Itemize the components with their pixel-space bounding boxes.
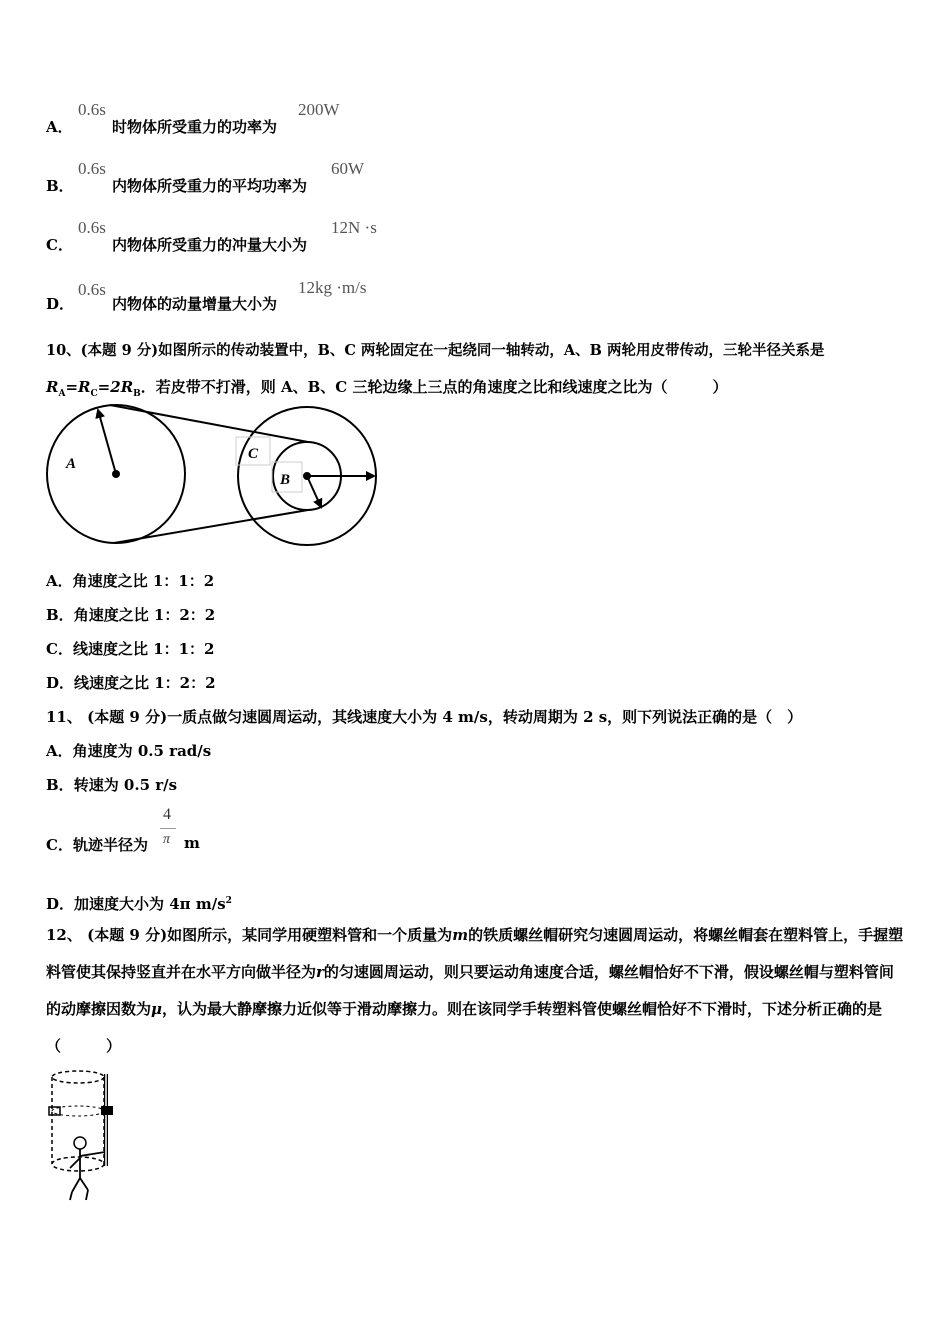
q11-option-a (46, 740, 211, 761)
q12-part3: 的匀速圆周运动，则只要运动角速度合适，螺丝帽恰好不下滑，假设螺丝帽与塑料管间的动摩擦因数为 (46, 963, 894, 1018)
answer-value: 12kg ·m/s (298, 278, 367, 297)
radius-symbol: r (316, 963, 324, 981)
option-text: 线速度之比 1：1：2 (72, 640, 215, 658)
option-text: 加速度大小为 4π m/s (74, 895, 226, 913)
q12-part2: 的铁质螺丝帽研究匀速圆周运动，将螺丝帽套在塑料管上，手握塑料管使其保持竖直并在水平方向做半径为 (46, 926, 904, 981)
option-label: D． (46, 295, 75, 313)
option-text: 线速度之比 1：2：2 (74, 674, 216, 692)
option-text: 时物体所受重力的功率为 (112, 118, 278, 136)
fraction-numerator: 4 (163, 806, 171, 823)
answer-value: 60W (331, 159, 365, 178)
time-value: 0.6s (78, 100, 106, 119)
fraction-bar (160, 828, 176, 829)
q11-option-d (46, 893, 232, 914)
radius-c-sub: C (90, 389, 98, 399)
option-text: 内物体的动量增量大小为 (112, 295, 278, 313)
option-label: A． (46, 572, 73, 590)
q10-option-d (46, 672, 216, 693)
mu-symbol: μ (151, 1000, 162, 1018)
option-text: 轨迹半径为 (72, 836, 148, 854)
q12-part1: 12、 (本题 9 分)如图所示，某同学用硬塑料管和一个质量为 (46, 926, 453, 944)
option-label: D． (46, 895, 75, 913)
q11-option-b (46, 774, 177, 795)
time-value: 0.6s (78, 218, 106, 237)
unit: m (184, 834, 200, 852)
option-label: D． (46, 674, 75, 692)
q10-option-b (46, 604, 215, 625)
q10-stem-line1: 10、(本题 9 分)如图所示的传动装置中，B、C 两轮固定在一起绕同一轴转动，A、B 两轮用皮带传动，三轮半径关系是 (46, 342, 825, 359)
radius-b: R (120, 378, 134, 396)
option-label: B． (46, 776, 74, 794)
q10-stem-line2 (46, 376, 727, 399)
option-text: 角速度之比 1：1：2 (72, 572, 215, 590)
label-a: A (66, 456, 77, 472)
option-label: B． (46, 606, 74, 624)
option-text: 转速为 0.5 r/s (73, 776, 178, 794)
option-label: A． (46, 118, 73, 136)
radius-arrow-b (307, 476, 321, 507)
radius-arrow-a (98, 410, 116, 474)
option-text: 角速度为 0.5 rad/s (72, 742, 212, 760)
q12-part4: ，认为最大静摩擦力近似等于滑动摩擦力。则在该同学手转塑料管使螺丝帽恰好不下滑时，下述分析正确的是（ ） (46, 1000, 883, 1055)
option-label: C． (46, 640, 73, 658)
equals: = (65, 378, 79, 396)
option-text: 内物体所受重力的平均功率为 (112, 177, 308, 195)
option-label: A． (46, 742, 73, 760)
label-c: C (248, 446, 259, 462)
option-text: 角速度之比 1：2：2 (73, 606, 216, 624)
option-label: C． (46, 236, 73, 254)
q11-stem: 11、 (本题 9 分)一质点做匀速圆周运动，其线速度大小为 4 m/s，转动周期为 2 s，则下列说法正确的是（ ） (46, 708, 803, 726)
q10-stem-rest: ．若皮带不打滑，则 A、B、C 三轮边缘上三点的角速度之比和线速度之比为（ ） (140, 378, 728, 396)
answer-value: 12N ·s (331, 218, 377, 237)
screw-nut (101, 1106, 113, 1115)
q10-option-c (46, 638, 215, 659)
time-value: 0.6s (78, 159, 106, 178)
label-b: B (280, 472, 291, 488)
option-label: B． (46, 177, 74, 195)
answer-value: 200W (298, 100, 340, 119)
option-text: 内物体所受重力的冲量大小为 (112, 236, 308, 254)
radius-c: R (78, 378, 91, 396)
radius-b-sub: B (133, 389, 141, 399)
time-value: 0.6s (78, 280, 106, 299)
superscript: 2 (225, 896, 232, 906)
q12-stem (46, 917, 908, 1065)
belt-drive-diagram (40, 400, 385, 550)
option-label-text (46, 834, 148, 855)
person-head (74, 1137, 86, 1149)
option-label: C． (46, 836, 73, 854)
q10-option-a (46, 570, 214, 591)
radius-a: R (46, 378, 59, 396)
mass-symbol: m (452, 926, 469, 944)
rotating-tube-diagram (48, 1068, 123, 1208)
belt-top (110, 405, 308, 442)
equals-two: =2 (97, 378, 121, 396)
radius-a-sub: A (58, 389, 66, 399)
fraction-denominator: π (163, 832, 171, 847)
